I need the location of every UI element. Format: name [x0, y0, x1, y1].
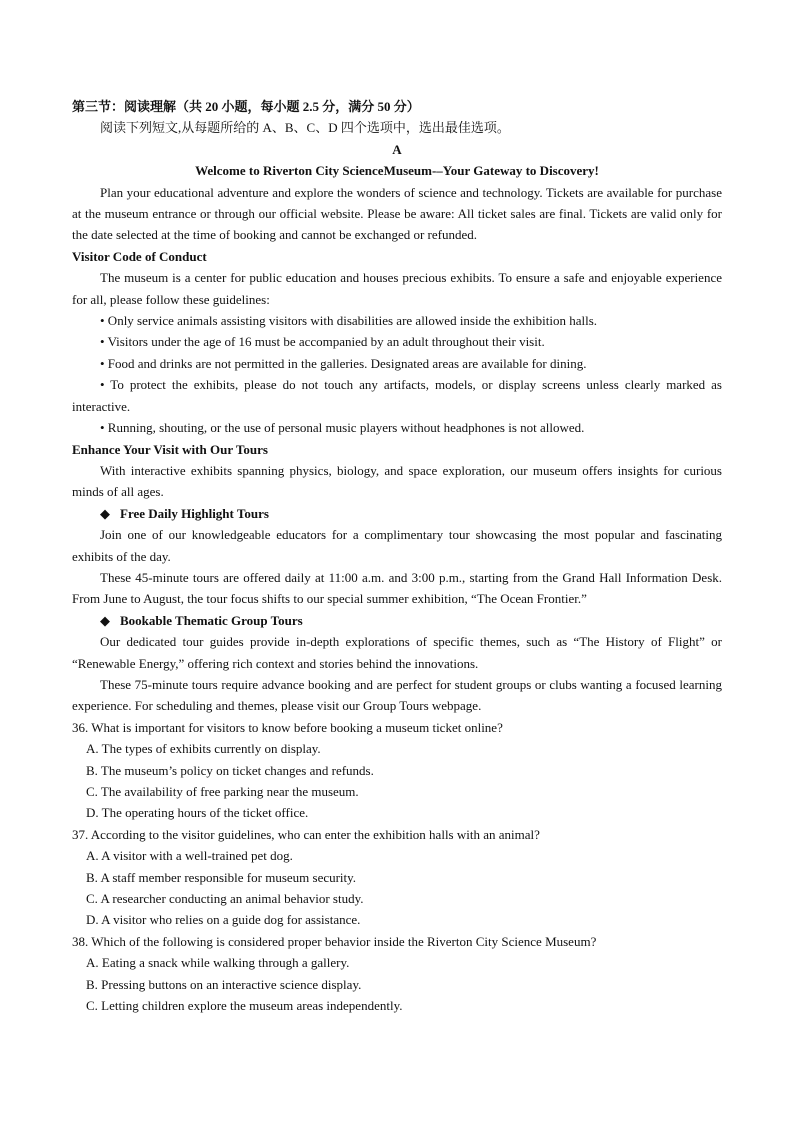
- question-option: C. A researcher conducting an animal behavior study.: [86, 891, 364, 907]
- conduct-rule: • Visitors under the age of 16 must be accompanied by an adult throughout their visit.: [100, 334, 545, 350]
- question-stem: 38. Which of the following is considered proper behavior inside the Riverton City Science Museum?: [72, 933, 597, 949]
- question-option: B. A staff member responsible for museum security.: [86, 869, 357, 885]
- conduct-rule: • Food and drinks are not permitted in the galleries. Designated areas are available for dining.: [100, 355, 587, 371]
- diamond-bullet-icon: ◆: [100, 505, 110, 521]
- question-option: D. The operating hours of the ticket office.: [86, 805, 309, 821]
- intro-paragraph: Plan your educational adventure and explore the wonders of science and technology. Tickets are available for purchase at the museum entrance or through our official website. Please be aware: All ticket sales are final. Tickets are valid only for the date selected at the time of booking and cannot be exchanged or refunded.: [72, 184, 722, 243]
- conduct-rule: • Running, shouting, or the use of personal music players without headphones is not allowed.: [100, 420, 585, 436]
- tours-intro: With interactive exhibits spanning physics, biology, and space exploration, our museum offers insights for curious minds of all ages.: [72, 462, 722, 500]
- free-tours-p2: These 45-minute tours are offered daily at 11:00 a.m. and 3:00 p.m., starting from the Grand Hall Information Desk. From June to August, the tour focus shifts to our special summer exhibition, “The Ocean Frontier.”: [72, 569, 722, 607]
- question-option: A. A visitor with a well-trained pet dog.: [86, 848, 293, 864]
- question-option: A. The types of exhibits currently on display.: [86, 741, 321, 757]
- bookable-tours-heading: [72, 610, 722, 631]
- question-stem: 37. According to the visitor guidelines, who can enter the exhibition halls with an animal?: [72, 826, 540, 842]
- question-option: D. A visitor who relies on a guide dog for assistance.: [86, 912, 361, 928]
- conduct-intro: The museum is a center for public education and houses precious exhibits. To ensure a safe and enjoyable experience for all, please follow these guidelines:: [72, 270, 722, 307]
- bookable-tours-title: Bookable Thematic Group Tours: [120, 612, 303, 628]
- free-tours-title: Free Daily Highlight Tours: [120, 505, 269, 521]
- question-option: C. Letting children explore the museum areas independently.: [86, 998, 403, 1014]
- diamond-bullet-icon: ◆: [100, 612, 110, 628]
- instruction: 阅读下列短文,从每题所给的 A、B、C、D 四个选项中，选出最佳选项。: [100, 120, 510, 136]
- section-header: 第三节：阅读理解（共 20 小题，每小题 2.5 分，满分 50 分）: [72, 99, 420, 114]
- conduct-rule: • To protect the exhibits, please do not touch any artifacts, models, or display screens unless clearly marked as interactive.: [72, 377, 722, 414]
- conduct-rule: • Only service animals assisting visitors with disabilities are allowed inside the exhibition halls.: [100, 313, 598, 329]
- conduct-heading: Visitor Code of Conduct: [72, 248, 207, 264]
- bookable-tours-p2: These 75-minute tours require advance booking and are perfect for student groups or clubs wanting a focused learning experience. For scheduling and themes, please visit our Group Tours webpage.: [72, 676, 722, 714]
- passage-title: Welcome to Riverton City ScienceMuseum-–Your Gateway to Discovery!: [195, 163, 599, 179]
- passage-letter: A: [392, 141, 402, 157]
- question-stem: 36. What is important for visitors to know before booking a museum ticket online?: [72, 719, 503, 735]
- question-option: C. The availability of free parking near the museum.: [86, 784, 359, 799]
- question-option: A. Eating a snack while walking through a gallery.: [86, 955, 350, 971]
- tours-heading: Enhance Your Visit with Our Tours: [72, 441, 268, 457]
- question-option: B. Pressing buttons on an interactive science display.: [86, 976, 362, 992]
- free-tours-heading: [72, 503, 722, 524]
- free-tours-p1: Join one of our knowledgeable educators for a complimentary tour showcasing the most popular and fascinating exhibits of the day.: [72, 527, 722, 564]
- question-option: B. The museum’s policy on ticket changes and refunds.: [86, 762, 374, 778]
- bookable-tours-p1: Our dedicated tour guides provide in-depth explorations of specific themes, such as “The History of Flight” or “Renewable Energy,” offering rich context and stories behind the innovations.: [72, 634, 722, 671]
